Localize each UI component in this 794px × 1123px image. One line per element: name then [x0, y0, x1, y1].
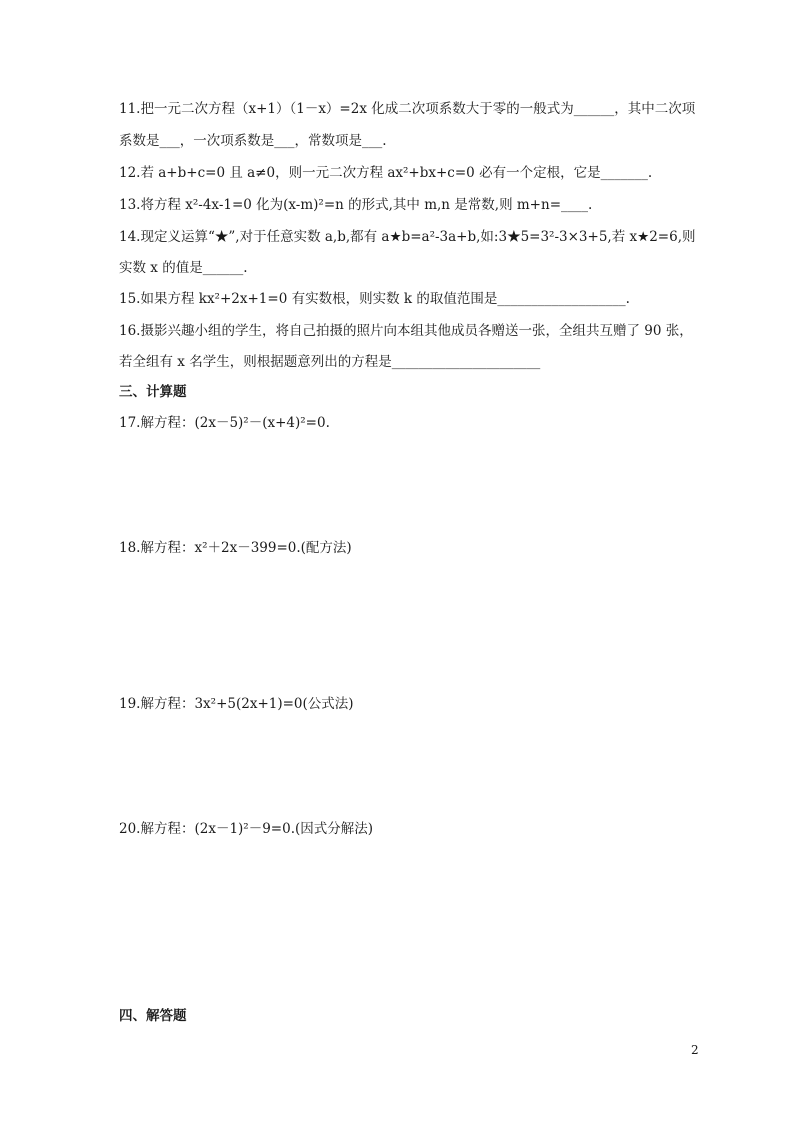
question-18: 18.解方程：x²＋2x－399=0.(配方法)	[119, 540, 352, 556]
question-17: 17.解方程：(2x－5)²－(x+4)²=0.	[119, 415, 330, 431]
page-number: 2	[691, 1043, 699, 1057]
section-heading-calculation: 三、计算题	[119, 384, 187, 400]
question-20: 20.解方程：(2x－1)²－9=0.(因式分解法)	[119, 821, 374, 837]
question-16-line-1: 16.摄影兴趣小组的学生，将自己拍摄的照片向本组其他成员各赠送一张，全组共互赠了 90 张，	[119, 323, 693, 339]
section-heading-answers: 四、解答题	[119, 1008, 187, 1024]
question-14-line-2: 实数 x 的值是______.	[119, 260, 248, 276]
question-11-line-2: 系数是___，一次项系数是___，常数项是___.	[119, 133, 387, 149]
question-15: 15.如果方程 kx²+2x+1=0 有实数根，则实数 k 的取值范围是___________________.	[119, 291, 630, 307]
question-11-line-1: 11.把一元二次方程（x+1）（1－x）=2x 化成二次项系数大于零的一般式为______，其中二次项	[119, 101, 696, 117]
question-14-line-1: 14.现定义运算“★”,对于任意实数 a,b,都有 a★b=a²-3a+b,如:3★5=3²-3×3+5,若 x★2=6,则	[119, 229, 696, 245]
question-16-line-2: 若全组有 x 名学生，则根据题意列出的方程是______________________	[119, 354, 541, 370]
question-19: 19.解方程：3x²+5(2x+1)=0(公式法)	[119, 696, 354, 712]
question-13: 13.将方程 x²-4x-1=0 化为(x-m)²=n 的形式,其中 m,n 是常数,则 m+n=____.	[119, 197, 593, 213]
question-12: 12.若 a+b+c=0 且 a≠0，则一元二次方程 ax²+bx+c=0 必有一个定根，它是_______.	[119, 165, 653, 181]
